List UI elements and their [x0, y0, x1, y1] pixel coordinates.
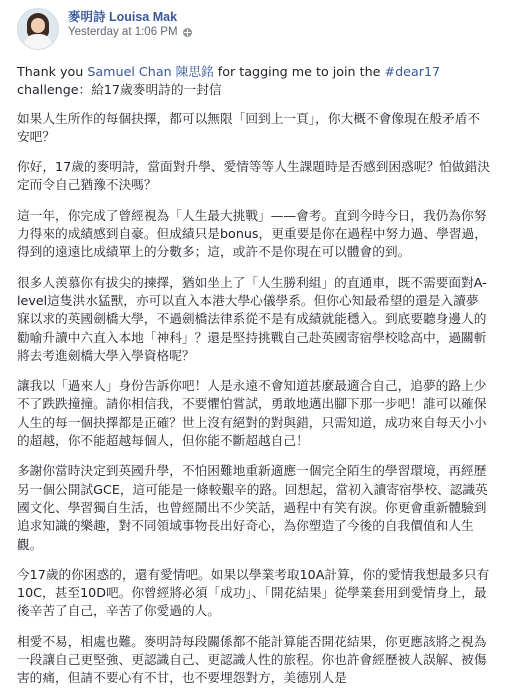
intro-text-2: for tagging me to join the — [213, 64, 385, 79]
post-paragraph: 很多人羡慕你有拔尖的揀擇，猶如坐上了「人生勝利組」的直通車，既不需要面對A-level這隻洪水猛獸，亦可以直入本港大學心儀學系。但你心知最希望的還是入讀夢寐以求的英國劍橋大學，不過劍橋法律系從不是有成績就能穩入。到底要聽身邊人的勸喻升讀中六直入本地「神科」？還是堅持挑戰自己赴英國寄宿學校唸高中，過關斬將去考進劍橋大學入學資格呢？ — [17, 274, 487, 363]
post-paragraph: 讓我以「過來人」身份告訴你吧！人是永遠不會知道甚麼最適合自己，追夢的路上少不了跌跌撞撞。請你相信我，不要懼怕嘗試，勇敢地邁出腳下那一步吧！誰可以確保人生的每一個抉擇都是正確？世上沒有絕對的對與錯，只需知道，成功來自每天小小的超越，你不能超越每個人，但你能不斷超越自己！ — [17, 378, 487, 449]
post-timestamp-link[interactable]: Yesterday at 1:06 PM — [68, 26, 178, 38]
mention-link[interactable]: Samuel Chan 陳思銘 — [87, 64, 214, 79]
post-meta — [68, 10, 192, 40]
post-paragraph: 你好，17歲的麥明詩，當面對升學、愛情等等人生課題時是否感到困惑呢？怕做錯決定而令自己猶豫不決嗎？ — [17, 159, 490, 193]
post-paragraph: 這一年，你完成了曾經視為「人生最大挑戰」——會考。直到今時今日，我仍為你努力得來的成績感到自豪。但成績只是bonus，更重要是你在過程中努力過、學習過，得到的遠遠比成績單上的分數多；這，或許不是你現在可以體會的到。 — [17, 207, 487, 260]
post-timestamp-row — [68, 25, 192, 40]
post-intro — [17, 63, 491, 100]
globe-icon[interactable] — [183, 28, 192, 37]
author-name-link[interactable]: 麥明詩 Louisa Mak — [68, 10, 178, 24]
intro-text-3: challenge：給17歲麥明詩的一封信 — [17, 82, 222, 98]
intro-text-1: Thank you — [17, 64, 88, 79]
post-header — [17, 8, 192, 56]
post-paragraph: 相愛不易，相處也難。麥明詩每段關係都不能計算能否開花結果，你更應該將之視為一段讓自己更堅強、更認識自己、更認識人性的旅程。你也許會經歷被人誤解、被傷害的痛，但請不要心有不甘，也不要埋怨對方，美德別人是 — [17, 633, 487, 686]
hashtag-link[interactable]: #dear17 — [384, 64, 441, 79]
avatar[interactable] — [17, 8, 59, 50]
post-paragraph: 如果人生所作的每個抉擇，都可以無限「回到上一頁」，你大概不會像現在般矛盾不安吧？ — [17, 110, 481, 144]
post-paragraph: 多謝你當時決定到英國升學，不怕困難地重新適應一個完全陌生的學習環境，再經歷另一個公開試GCE，這可能是一條較艱辛的路。回想起，當初入讀寄宿學校、認識英國文化、學習獨自生活，也曾經鬧出不少笑話，過程中有笑有淚。你更會重新體驗到追求知識的樂趣，對不同領域事物長出好奇心，為你塑造了今後的自我價值和人生觀。 — [17, 463, 488, 552]
post-body — [17, 63, 491, 700]
post-paragraph: 今17歲的你困惑的，還有愛情吧。如果以學業考取10A計算，你的愛情我想最多只有10C，甚至10D吧。你曾經將必須「成功」、「開花結果」從學業套用到愛情身上，最後辛苦了自己，辛苦了你愛過的人。 — [17, 566, 490, 619]
